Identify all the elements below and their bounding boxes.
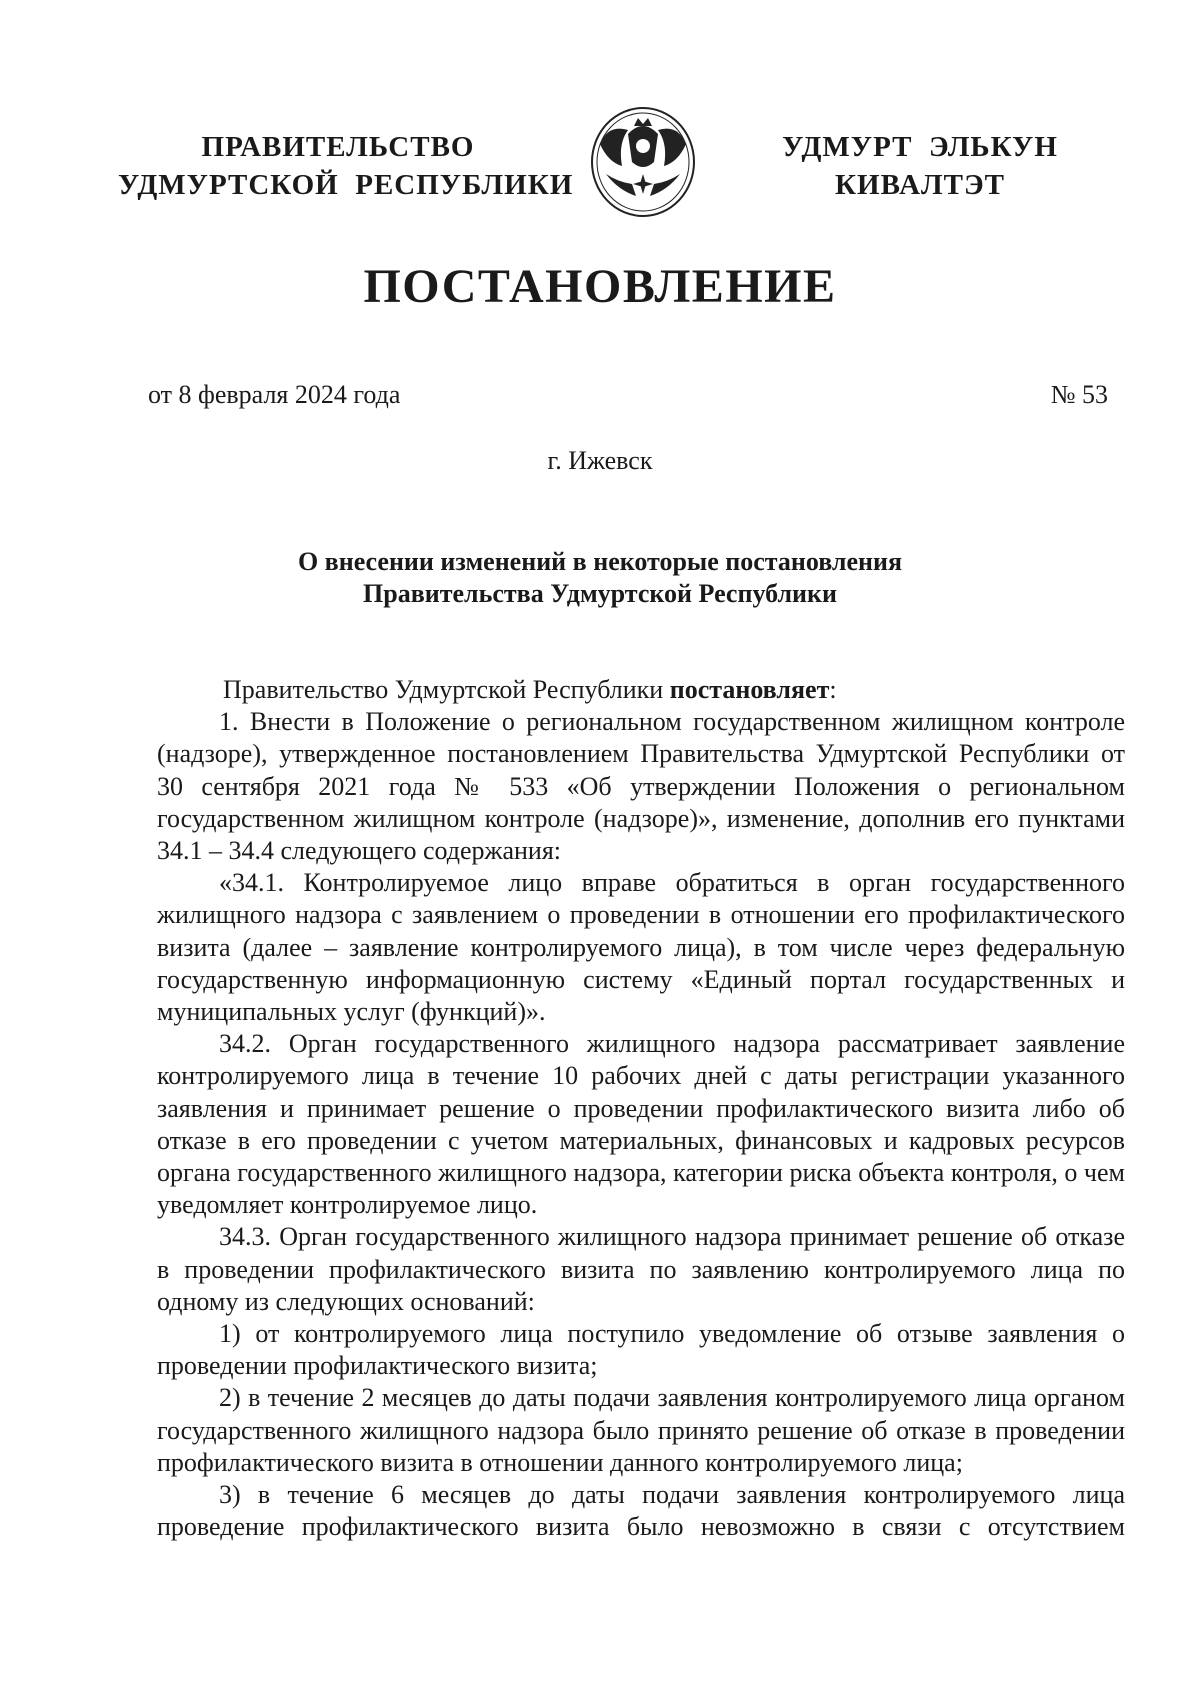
document-date: от 8 февраля 2024 года — [148, 380, 401, 409]
document-title: ПОСТАНОВЛЕНИЕ — [363, 260, 837, 313]
intro-keyword: постановляет — [669, 675, 830, 704]
intro-suffix: : — [829, 675, 837, 704]
paragraph-item-1: 1) от контролируемого лица поступило уведомление об отзыве заявления о проведении профилактического визита; — [157, 1319, 1125, 1381]
udmurt-coat-of-arms-icon — [588, 104, 698, 218]
header-left-line2: УДМУРТСКОЙ РЕСПУБЛИКИ — [118, 169, 574, 201]
paragraph-34-3: 34.3. Орган государственного жилищного надзора принимает решение об отказе в проведении профилактического визита по заявлению контролируемого лица по одному из следующих оснований: — [157, 1222, 1125, 1316]
header-left-line1: ПРАВИТЕЛЬСТВО — [201, 131, 475, 163]
paragraph-1: 1. Внести в Положение о региональном государственном жилищном контроле (надзоре), утвержденное постановлением Правительства Удмуртской Республики от 30 сентября 2021 года № 533 «Об утверждении Положения о региональном государственном жилищном контроле (надзоре)», изменение, дополнив его пунктами 34.1 – 34.4 следующего содержания: — [157, 707, 1125, 866]
document-subject — [0, 546, 1200, 610]
paragraph-item-3: 3) в течение 6 месяцев до даты подачи заявления контролируемого лица проведение профилактического визита было невозможно в связи с отсутствием — [157, 1480, 1125, 1542]
header-right-line2: КИВАЛТЭТ — [834, 169, 1005, 201]
paragraph-item-2: 2) в течение 2 месяцев до даты подачи заявления контролируемого лица органом государственного жилищного надзора было принято решение об отказе в проведении профилактического визита в отношении данного контролируемого лица; — [157, 1383, 1125, 1477]
document-body — [157, 674, 1125, 1543]
document-city: г. Ижевск — [547, 446, 653, 475]
subject-line1: О внесении изменений в некоторые постановления — [297, 547, 903, 576]
header-right-line1: УДМУРТ ЭЛЬКУН — [782, 131, 1058, 163]
paragraph-34-2: 34.2. Орган государственного жилищного надзора рассматривает заявление контролируемого лица в течение 10 рабочих дней с даты регистрации указанного заявления и принимает решение о проведении профилактического визита либо об отказе в его проведении с учетом материальных, финансовых и кадровых ресурсов органа государственного жилищного надзора, категории риска объекта контроля, о чем уведомляет контролируемое лицо. — [157, 1029, 1125, 1220]
subject-line2: Правительства Удмуртской Республики — [363, 579, 837, 608]
header-right — [760, 128, 1080, 204]
header-left — [118, 128, 574, 204]
intro-paragraph — [157, 674, 1125, 706]
intro-prefix: Правительство Удмуртской Республики — [223, 675, 670, 704]
paragraph-34-1: «34.1. Контролируемое лицо вправе обратиться в орган государственного жилищного надзора с заявлением о проведении в отношении его профилактического визита (далее – заявление контролируемого лица), в том числе через федеральную государственную информационную систему «Единый портал государственных и муниципальных услуг (функций)». — [157, 868, 1125, 1027]
document-number: № 53 — [1050, 380, 1108, 409]
